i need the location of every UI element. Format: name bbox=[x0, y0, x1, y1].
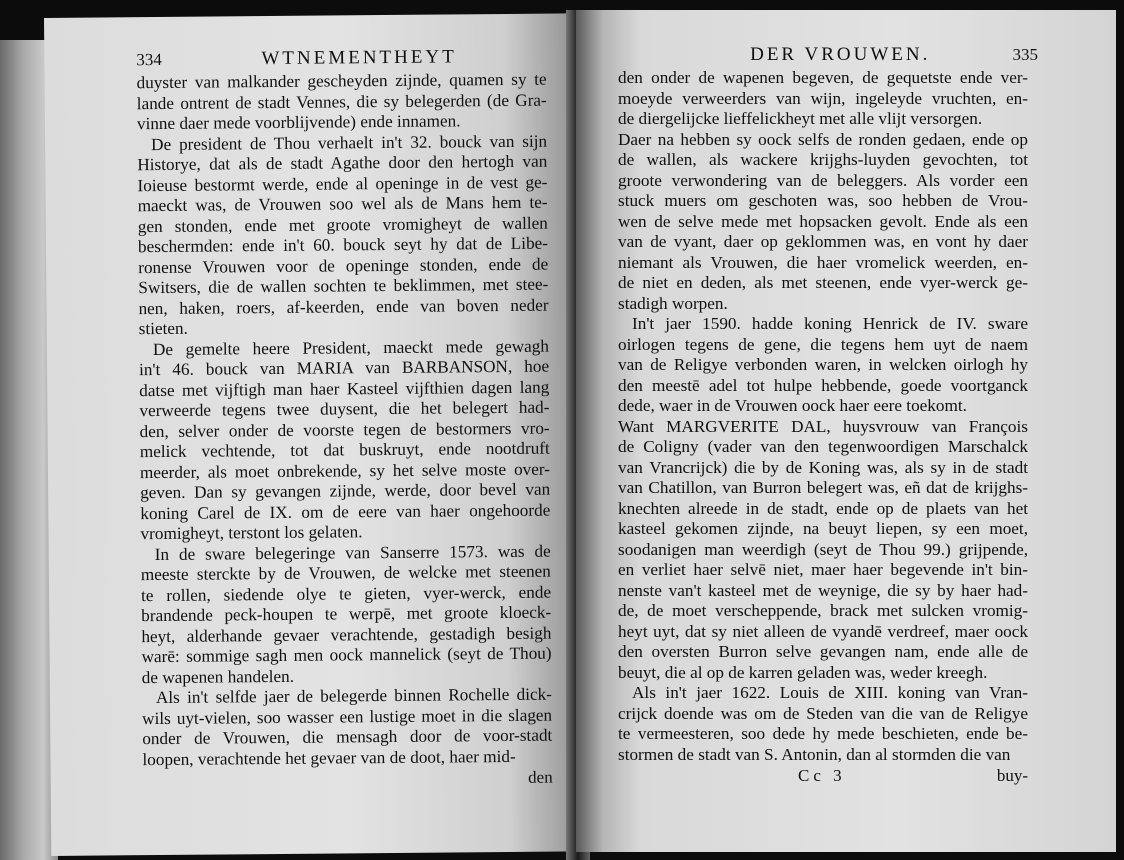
text-line: en verliet haer selvē niet, maer haer begevende in't bin- bbox=[618, 560, 1028, 579]
running-head-left: WTNEMENTHEYT bbox=[261, 46, 457, 70]
text-line: Als in't selfde jaer de belegerde binnen Rochelle dick- bbox=[155, 684, 553, 708]
text-line: den meestē adel tot hulpe hebbende, goede voortganck bbox=[618, 375, 1028, 395]
text-line: meerder, als moet onbrekende, sy het selve moste over- bbox=[139, 459, 551, 482]
text-line: loopen, verachtende het gevaer van de doot, haer mid- bbox=[142, 746, 516, 769]
text-line: groote verwondering van de beleggers. Als vorder een bbox=[618, 170, 1028, 190]
catchword-right: buy- bbox=[996, 766, 1028, 785]
text-line: wils uyt-vielen, soo wasser een lustige moet in die slagen bbox=[142, 705, 553, 728]
text-line: Als in't jaer 1622. Louis de XIII. koning van Vran- bbox=[632, 683, 1028, 702]
text-line: in't 46. bouck van MARIA van BARBANSON, hoe bbox=[138, 356, 550, 380]
text-line: brandende peck-houpen te werpē, met groote kloeck- bbox=[141, 602, 552, 626]
text-line: de wapenen handelen. bbox=[141, 666, 295, 687]
text-line: moeyde verweerders van wijn, ingeleyde vruchten, en- bbox=[618, 88, 1028, 108]
text-line: knechten alreede in de stadt, ende op de plaets van het bbox=[618, 498, 1028, 518]
text-line: van Chatillon, van Burron belegert was, eñ dat de krijghs- bbox=[618, 478, 1028, 497]
text-line: crijck doende was om de Steden van die van de Religye bbox=[618, 703, 1028, 723]
text-line: den oversten Burron selve gevangen nam, ende alle de bbox=[618, 642, 1028, 661]
running-head-right: DER VROUWEN. bbox=[750, 44, 931, 65]
text-line: Ioieuse bestormt werde, ende al openinge in de vest ge- bbox=[137, 172, 548, 195]
text-line: heyt, alderhande gevaer verachtende, gestadigh besigh bbox=[141, 623, 552, 646]
text-line: te vermeesteren, soo dede hy mede beschieten, ende be- bbox=[618, 724, 1028, 743]
text-line: den, selver onder de voorste tegen de bestormers vro- bbox=[139, 418, 550, 441]
text-line: In de sware belegeringe van Sanserre 1573. was de bbox=[154, 541, 551, 564]
text-line: onder de Vrouwen, die mensagh door de voor-stadt bbox=[142, 725, 553, 749]
signature-mark: Cc 3 bbox=[798, 766, 846, 785]
text-line: stuck muers om geschoten was, soo hebben de Vrou- bbox=[618, 191, 1028, 210]
right-page-footer bbox=[618, 765, 1028, 787]
text-line: vinne daer mede voorblijvende) ende innamen. bbox=[136, 111, 461, 134]
text-line: niemant als Vrouwen, die haer vromelick weerden, en- bbox=[618, 252, 1028, 272]
text-line: datse met vijftigh man haer Kasteel vijfthien dagen lang bbox=[139, 377, 550, 400]
text-line: de diergelijcke lieffelickheyt met alle vlijt versorgen. bbox=[618, 109, 983, 128]
text-line: Switsers, die de wallen sochten te beklimmen, met stee- bbox=[138, 274, 549, 298]
text-line: wen de selve mede met hopsacken gevolt. Ende als een bbox=[618, 211, 1028, 231]
text-line: soodanigen man weerdigh (seyt de Thou 99.) grijpende, bbox=[618, 539, 1028, 559]
text-line: De gemelte heere President, maeckt mede gewagh bbox=[152, 336, 549, 359]
left-page-header bbox=[136, 46, 556, 74]
text-line: stieten. bbox=[138, 318, 188, 339]
text-line: beschermden: ende in't 60. bouck seyt hy dat de Libe- bbox=[137, 233, 549, 257]
text-line: de Coligny (vader van den tegenwoordigen Marschalck bbox=[618, 437, 1028, 456]
text-line: de wallen, als wackere krijghs-luyden gevochten, tot bbox=[618, 150, 1028, 169]
right-page-header bbox=[618, 44, 1038, 68]
text-line: vromigheyt, terstont los gelaten. bbox=[140, 522, 363, 544]
left-page bbox=[44, 13, 591, 856]
text-line: oirlogen tegens de gene, die tegens hem uyt de naem bbox=[618, 334, 1028, 354]
text-line: Want MARGVERITE DAL, huysvrouw van François bbox=[618, 416, 1028, 436]
text-line: In't jaer 1590. hadde koning Henrick de IV. sware bbox=[632, 314, 1028, 333]
left-text-block bbox=[136, 69, 590, 770]
text-line: meeste stercktе by de Vrouwen, de welcke met steenen bbox=[140, 561, 551, 585]
text-line: stadigh worpen. bbox=[618, 293, 728, 313]
text-line: geven. Dan sy gevangen zijnde, werde, door bevel van bbox=[140, 479, 551, 503]
text-line: Historye, dat als de stadt Agathe door den hertogh van bbox=[137, 151, 548, 175]
text-line: nen, haken, roers, af-keerden, ende van boven neder bbox=[138, 295, 549, 318]
right-page bbox=[576, 10, 1116, 852]
text-line: De president de Thou verhaelt in't 32. bouck van sijn bbox=[151, 131, 548, 154]
text-line: de, de moet verscheppende, brack met sulcken vromig- bbox=[618, 601, 1028, 620]
text-line: melick vechtende, tot dat buskruyt, ende nootdruft bbox=[139, 438, 550, 462]
text-line: koning Carel de IX. om de eere van haer ongehoorde bbox=[140, 500, 551, 523]
text-line: van de vyant, daer op geklommen was, en vont hy daer bbox=[618, 232, 1028, 251]
text-line: kasteel gekomen zijnde, na beuyt liepen, sy een moet, bbox=[618, 519, 1028, 538]
text-line: lande ontrent de stadt Vennes, die sy belegerden (de Gra- bbox=[136, 90, 547, 113]
text-line: ronense Vrouwen voor de openinge stonden, ende de bbox=[138, 254, 549, 277]
text-line: gen stonden, ende met groote vromigheyt de wallen bbox=[137, 213, 548, 236]
text-line: dede, waer in de Vrouwen oock haer eere toekomt. bbox=[618, 396, 967, 415]
text-line: van Vrancrijck) die by de Koning was, als sy in de stadt bbox=[618, 457, 1028, 477]
text-line: te rollen, siedende olye te gieten, vyer-werck, ende bbox=[140, 582, 552, 605]
catchword-left: den bbox=[528, 767, 553, 787]
text-line: verweerde tegens twee duysent, die het belegert had- bbox=[139, 397, 550, 421]
text-line: warē: sommige sagh men oock mannelick (seyt de Thou) bbox=[141, 643, 552, 667]
text-line: nenste van't kasteel met de weynige, die sy by haer had- bbox=[618, 580, 1028, 600]
text-line: Daer na hebben sy oock selfs de ronden gedaen, ende op bbox=[618, 129, 1028, 149]
text-line: maeckt was, de Vrouwen soo wel als de Mans hem te- bbox=[137, 192, 548, 216]
left-page-footer bbox=[143, 767, 553, 793]
page-number-left: 334 bbox=[136, 49, 162, 70]
text-line: de niet en deden, als met steenen, ende vyer-werck ge- bbox=[618, 273, 1028, 292]
text-line: van de Religye verbonden waren, in welcken oirlogh hy bbox=[618, 355, 1028, 374]
text-line: stormen de stadt van S. Antonin, dan al stormden die van bbox=[618, 744, 1011, 764]
text-line: den onder de wapenen begeven, de gequetste ende ver- bbox=[618, 68, 1028, 87]
text-line: heyt uyt, dat sy niet alleen de vyandē verdreef, maer oock bbox=[618, 621, 1028, 641]
text-line: beuyt, die al op de karren geladen was, weder kreegh. bbox=[618, 662, 988, 682]
text-line: duyster van malkander gescheyden zijnde, quamen sy te bbox=[136, 69, 547, 93]
right-text-block bbox=[618, 68, 1116, 765]
page-number-right: 335 bbox=[1012, 45, 1038, 64]
